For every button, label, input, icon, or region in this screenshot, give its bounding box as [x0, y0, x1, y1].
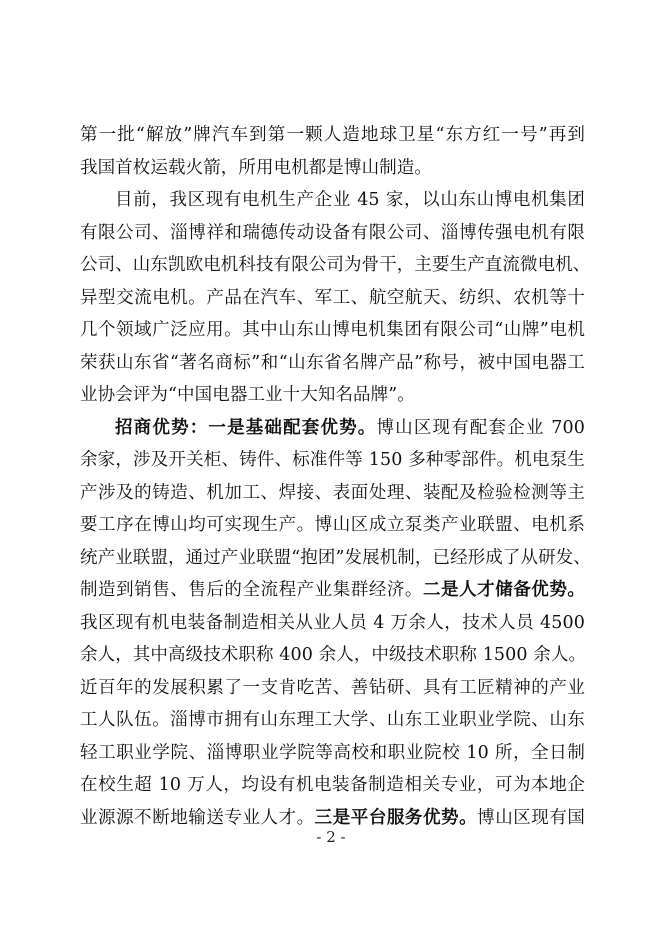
document-body [80, 119, 591, 834]
paragraph-2-line: 目前，我区现有电机生产企业 45 家，以山东山博电机集团 [115, 190, 585, 210]
paragraph-text: 博山区现有配套企业 700 [376, 417, 586, 438]
paragraph-3-line: 近百年的发展积累了一支肯吃苦、善钻研、具有工匠精神的产业 [80, 677, 585, 698]
page-number: - 2 - [316, 828, 346, 846]
paragraph-text: 制造到销售、售后的全流程产业集群经济。 [80, 580, 423, 600]
point-title: 三是平台服务优势。 [314, 807, 478, 828]
paragraph-3-line: 在校生超 10 万人，均设有机电装备制造相关专业，可为本地企 [80, 775, 585, 795]
point-title: 二是人才储备优势。 [422, 580, 585, 600]
paragraph-3-line [80, 412, 585, 445]
point-title: 一是基础配套优势。 [208, 417, 377, 438]
paragraph-text: 博山区现有国 [477, 807, 585, 828]
paragraph-2-line: 公司、山东凯欧电机科技有限公司为骨干，主要生产直流微电机、 [80, 255, 591, 275]
section-heading: 招商优势： [115, 417, 209, 438]
paragraph-2-line: 异型交流电机。产品在汽车、军工、航空航天、纺织、农机等十 [80, 287, 585, 308]
paragraph-2-line: 业协会评为“中国电器工业十大知名品牌”。 [80, 385, 415, 405]
paragraph-3-line: 轻工职业学院、淄博职业学院等高校和职业院校 10 所，全日制 [80, 742, 585, 763]
paragraph-text: 业源源不断地输送专业人才。 [80, 807, 315, 828]
paragraph-3-line: 产涉及的铸造、机加工、焊接、表面处理、装配及检验检测等主 [80, 482, 585, 503]
paragraph-3-line: 工人队伍。淄博市拥有山东理工大学、山东工业职业学院、山东 [80, 710, 585, 730]
paragraph-3-line: 我区现有机电装备制造相关从业人员 4 万余人，技术人员 4500 [80, 612, 585, 633]
paragraph-1-line: 第一批“解放”牌汽车到第一颗人造地球卫星“东方红一号”再到 [80, 125, 585, 145]
paragraph-1-line: 我国首枚运载火箭，所用电机都是博山制造。 [80, 157, 432, 178]
paragraph-2-line: 荣获山东省“著名商标”和“山东省名牌产品”称号，被中国电器工 [80, 352, 585, 373]
paragraph-3-line: 余家，涉及开关柜、铸件、标准件等 150 多种零部件。机电泵生 [80, 450, 585, 470]
paragraph-2-line: 几个领域广泛应用。其中山东山博电机集团有限公司“山牌”电机 [80, 320, 585, 340]
paragraph-3-line: 余人，其中高级技术职称 400 余人，中级技术职称 1500 余人。 [80, 645, 587, 665]
paragraph-2-line: 有限公司、淄博祥和瑞德传动设备有限公司、淄博传强电机有限 [80, 222, 585, 243]
paragraph-3-line: 统产业联盟，通过产业联盟“抱团”发展机制，已经形成了从研发、 [80, 547, 591, 568]
paragraph-3-line [80, 574, 585, 607]
paragraph-3-line: 要工序在博山均可实现生产。博山区成立泵类产业联盟、电机系 [80, 515, 585, 535]
